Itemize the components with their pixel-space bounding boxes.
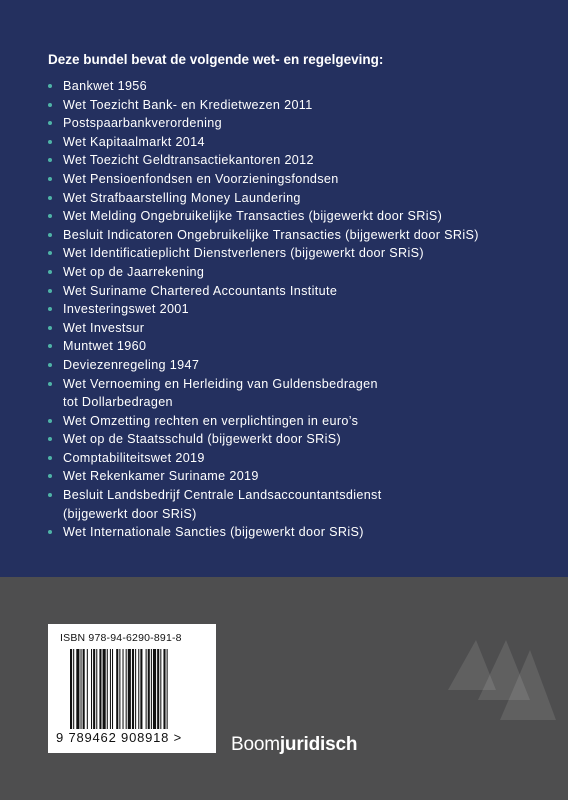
law-title: Wet Investsur — [63, 320, 145, 335]
law-list — [47, 77, 547, 542]
law-title: Muntwet 1960 — [63, 339, 147, 354]
law-title: Wet Melding Ongebruikelijke Transacties (bijgewerkt door SRiS) — [63, 209, 443, 224]
law-title: Wet Toezicht Geldtransactiekantoren 2012 — [63, 153, 314, 168]
bullet-icon — [48, 140, 52, 144]
law-list-item — [47, 77, 547, 96]
bullet-icon — [48, 158, 52, 162]
law-list-item — [47, 356, 547, 375]
law-title: Wet Vernoeming en Herleiding van Guldensbedragen tot Dollarbedragen — [63, 376, 378, 410]
law-list-item — [47, 207, 547, 226]
bullet-icon — [48, 251, 52, 255]
law-list-item — [47, 430, 547, 449]
bullet-icon — [48, 382, 52, 386]
law-title: Wet Kapitaalmarkt 2014 — [63, 134, 205, 149]
law-list-item — [47, 96, 547, 115]
law-title: Investeringswet 2001 — [63, 302, 190, 317]
law-list-item — [47, 486, 547, 523]
law-title: Wet Rekenkamer Suriname 2019 — [63, 469, 259, 484]
law-title: Besluit Landsbedrijf Centrale Landsaccountantsdienst (bijgewerkt door SRiS) — [63, 488, 382, 521]
bullet-icon — [48, 344, 52, 348]
bullet-icon — [48, 177, 52, 181]
bullet-icon — [48, 270, 52, 274]
publisher-logo-part2: juridisch — [279, 734, 358, 755]
law-title: Deviezenregeling 1947 — [63, 357, 200, 372]
law-list-item — [47, 151, 547, 170]
law-list-item — [47, 244, 547, 263]
barcode-box — [48, 624, 216, 753]
bullet-icon — [48, 419, 52, 423]
law-title: Wet op de Jaarrekening — [63, 264, 205, 279]
law-list-item — [47, 263, 547, 282]
law-title: Wet Suriname Chartered Accountants Institute — [63, 283, 338, 298]
law-list-item — [47, 226, 547, 245]
law-title: Wet Internationale Sancties (bijgewerkt door SRiS) — [63, 525, 364, 540]
law-title: Wet Strafbaarstelling Money Laundering — [63, 190, 301, 205]
law-list-item — [47, 170, 547, 189]
law-title: Wet op de Staatsschuld (bijgewerkt door SRiS) — [63, 432, 342, 447]
bullet-icon — [48, 289, 52, 293]
law-list-item — [47, 114, 547, 133]
law-title: Wet Toezicht Bank- en Kredietwezen 2011 — [63, 97, 313, 112]
barcode-icon — [70, 649, 202, 729]
bullet-icon — [48, 493, 52, 497]
law-title: Wet Identificatieplicht Dienstverleners (bijgewerkt door SRiS) — [63, 246, 424, 261]
bullet-icon — [48, 103, 52, 107]
bullet-icon — [48, 530, 52, 534]
publisher-logo-part1: Boom — [231, 734, 280, 755]
law-list-item — [47, 300, 547, 319]
bullet-icon — [48, 196, 52, 200]
law-title: Wet Omzetting rechten en verplichtingen in euro’s — [63, 413, 359, 428]
law-title: Postspaarbankverordening — [63, 116, 222, 131]
law-list-item — [47, 467, 547, 486]
bullet-icon — [48, 233, 52, 237]
barcode-digits: 9 789462 908918 > — [56, 730, 183, 745]
law-list-item — [47, 189, 547, 208]
bullet-icon — [48, 326, 52, 330]
law-list-item — [47, 337, 547, 356]
law-title: Wet Pensioenfondsen en Voorzieningsfondsen — [63, 171, 339, 186]
bullet-icon — [48, 84, 52, 88]
bullet-icon — [48, 437, 52, 441]
bullet-icon — [48, 363, 52, 367]
law-list-item — [47, 412, 547, 431]
contents-heading: Deze bundel bevat de volgende wet- en regelgeving: — [48, 52, 384, 67]
publisher-logo — [231, 734, 357, 756]
law-list-item — [47, 523, 547, 542]
bullet-icon — [48, 474, 52, 478]
law-title: Besluit Indicatoren Ongebruikelijke Transacties (bijgewerkt door SRiS) — [63, 227, 479, 242]
law-list-item — [47, 133, 547, 152]
law-title: Bankwet 1956 — [63, 79, 148, 93]
bullet-icon — [48, 214, 52, 218]
bullet-icon — [48, 456, 52, 460]
law-list-item — [47, 449, 547, 468]
law-list-item — [47, 282, 547, 301]
law-title: Comptabiliteitswet 2019 — [63, 450, 205, 465]
isbn-label: ISBN 978-94-6290-891-8 — [60, 632, 182, 644]
bullet-icon — [48, 307, 52, 311]
law-list-item — [47, 319, 547, 338]
bullet-icon — [48, 121, 52, 125]
law-list-item — [47, 375, 547, 412]
